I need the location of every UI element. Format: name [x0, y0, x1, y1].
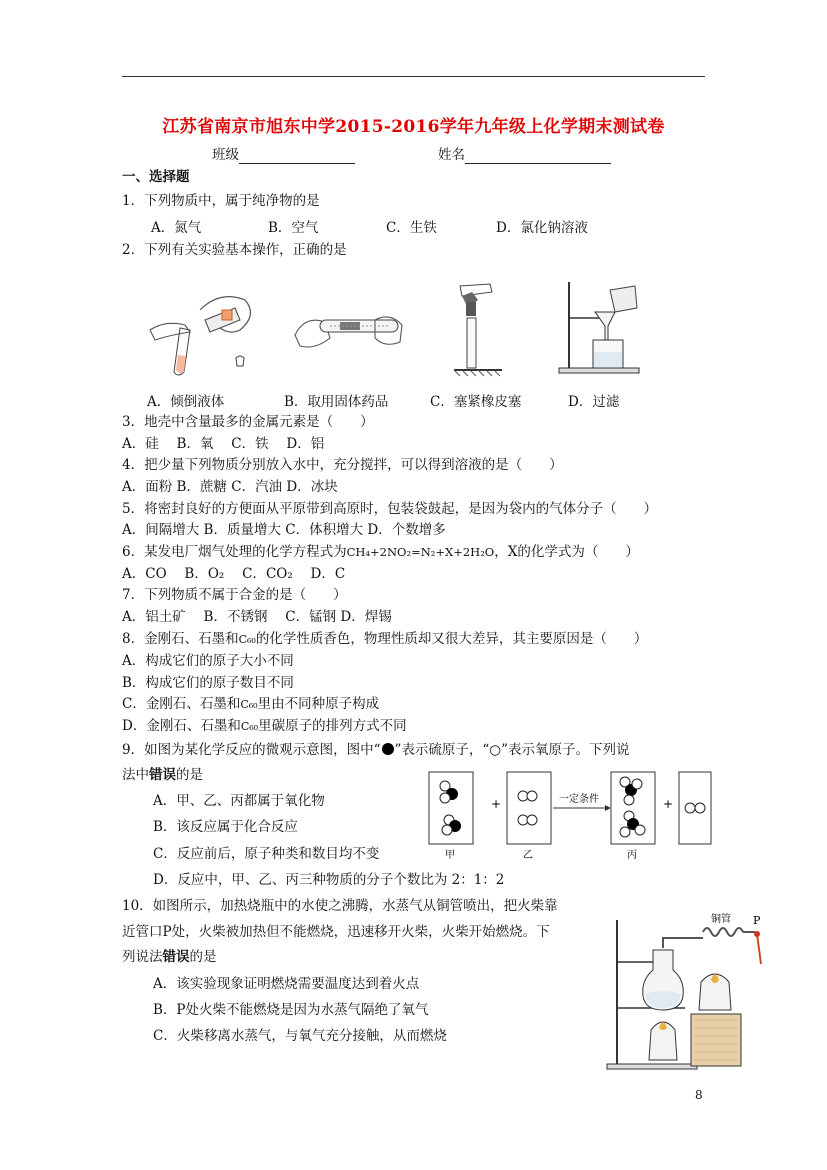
question-8: 8．金刚石、石墨和C₆₀的化学性质香色，物理性质却又很大差异，其主要原因是（ ） [122, 631, 648, 647]
solid-reagent-figure [290, 300, 410, 360]
name-blank[interactable] [465, 149, 611, 164]
page-number: 8 [695, 1088, 703, 1102]
rubber-stopper-figure [450, 278, 510, 378]
p-point-label: P [753, 914, 761, 927]
q9-option-d: D．反应中，甲、乙、丙三种物质的分子个数比为 2：1：2 [153, 872, 505, 888]
header-rule [122, 76, 705, 77]
name-field: 姓名 [438, 146, 611, 164]
question-4: 4．把少量下列物质分别放入水中，充分搅拌，可以得到溶液的是（ ） [122, 457, 563, 473]
question-6: 6．某发电厂烟气处理的化学方程式为CH₄+2NO₂=N₂+X+2H₂O，X的化学式为（ ） [122, 544, 639, 560]
q9-option-b: B．该反应属于化合反应 [153, 819, 298, 835]
reaction-condition: 一定条件 [559, 794, 599, 805]
pour-liquid-figure [140, 280, 270, 380]
question-10: 10．如图所示，加热烧瓶中的水使之沸腾，水蒸气从铜管喷出，把火柴靠 [122, 898, 558, 914]
filtration-figure [555, 278, 645, 378]
q9-option-c: C．反应前后，原子种类和数目均不变 [153, 846, 380, 862]
q2-option-a: A．倾倒液体 [147, 394, 225, 410]
question-7: 7．下列物质不属于合金的是（ ） [122, 587, 347, 603]
copper-tube-apparatus-figure [605, 910, 770, 1070]
q1-option-b: B．空气 [268, 220, 319, 236]
question-9: 9．如图为某化学反应的微观示意图，图中“ ”表示硫原子，“○”表示氧原子。下列说 [122, 742, 630, 758]
q6-options: A．CO B．O₂ C．CO₂ D．C [122, 566, 346, 582]
plus-sign-2: + [663, 797, 674, 811]
q10-option-c: C．火柴移离水蒸气，与氧气充分接触，从而燃烧 [153, 1028, 447, 1044]
q8-option-a: A．构成它们的原子大小不同 [122, 653, 294, 669]
q8-option-c: C．金刚石、石墨和C₆₀里由不同种原子构成 [122, 696, 380, 712]
question-10-line3: 列说法错误的是 [122, 949, 217, 965]
q4-options: A．面粉 B．蔗糖 C．汽油 D．冰块 [122, 479, 338, 495]
q7-options: A．铝土矿 B．不锈钢 C．锰钢 D．焊锡 [122, 609, 392, 625]
chemical-equation: CH₄+2NO₂=N₂+X+2H₂O [346, 545, 495, 559]
q9-option-a: A．甲、乙、丙都属于氧化物 [153, 793, 325, 809]
q2-option-d: D．过滤 [568, 394, 620, 410]
q8-option-b: B．构成它们的原子数目不同 [122, 675, 294, 691]
q1-option-c: C．生铁 [386, 220, 437, 236]
q1-option-d: D．氯化钠溶液 [496, 220, 588, 236]
label-jia: 甲 [445, 850, 455, 861]
label-yi: 乙 [523, 850, 533, 861]
q3-options: A．硅 B．氧 C．铁 D．铝 [122, 436, 325, 452]
section-heading: 一、选择题 [122, 169, 190, 185]
copper-tube-label: 铜管 [711, 914, 731, 925]
q10-option-a: A．该实验现象证明燃烧需要温度达到着火点 [153, 976, 420, 992]
label-bing: 丙 [627, 850, 637, 861]
question-5: 5．将密封良好的方便面从平原带到高原时，包装袋鼓起，是因为袋内的气体分子（ ） [122, 501, 658, 517]
q10-option-b: B．P处火柴不能燃烧是因为水蒸气隔绝了氧气 [153, 1002, 429, 1018]
question-9-cont: 法中错误的是 [122, 767, 203, 783]
question-10-line2: 近管口P处，火柴被加热但不能燃烧，迅速移开火柴，火柴开始燃烧。下 [122, 924, 550, 940]
class-blank[interactable] [239, 149, 355, 164]
q1-option-a: A．氮气 [151, 220, 202, 236]
question-1: 1．下列物质中，属于纯净物的是 [122, 193, 320, 209]
reaction-micro-diagram [425, 768, 715, 863]
question-3: 3．地壳中含量最多的金属元素是（ ） [122, 414, 374, 430]
q2-option-b: B．取用固体药品 [284, 394, 389, 410]
q2-option-c: C．塞紧橡皮塞 [430, 394, 522, 410]
plus-sign-1: + [491, 797, 502, 811]
q5-options: A．间隔增大 B．质量增大 C．体积增大 D．个数增多 [122, 522, 446, 538]
question-2: 2．下列有关实验基本操作，正确的是 [122, 242, 347, 258]
exam-title: 江苏省南京市旭东中学2015-2016学年九年级上化学期末测试卷 [162, 117, 665, 137]
class-field: 班级 [212, 146, 355, 164]
sulfur-atom-icon [382, 743, 394, 755]
q8-option-d: D．金刚石、石墨和C₆₀里碳原子的排列方式不同 [122, 718, 407, 734]
